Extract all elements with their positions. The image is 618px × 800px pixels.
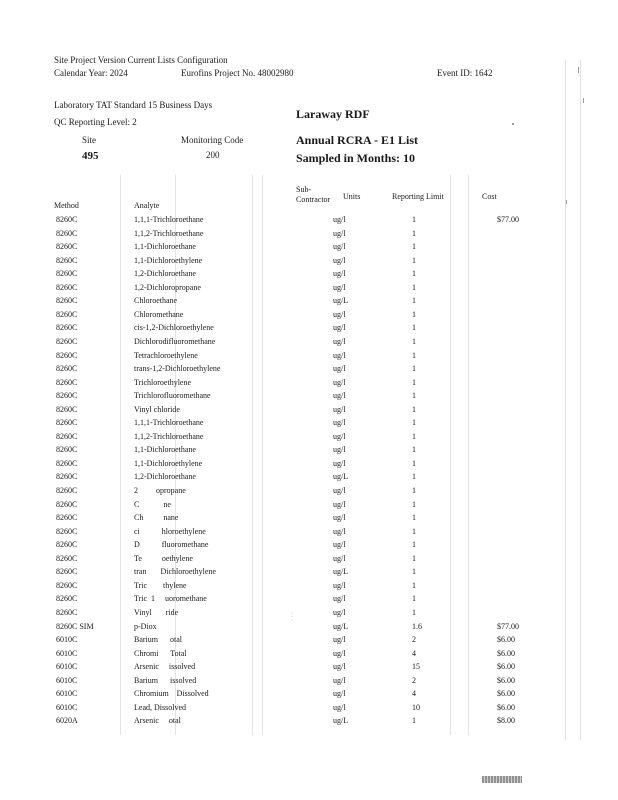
reporting-limit-cell: 1: [412, 364, 416, 374]
lab-tat: Laboratory TAT Standard 15 Business Days: [54, 100, 213, 110]
method-cell: 8260C: [56, 242, 78, 252]
reporting-limit-cell: 2: [412, 635, 416, 645]
method-cell: 8260C: [56, 391, 78, 401]
method-cell: 8260C: [56, 282, 78, 292]
analyte-cell: 1,1,2-Trichloroethane: [134, 228, 204, 238]
units-cell: ug/l: [333, 215, 346, 224]
method-cell: 6010C: [56, 662, 78, 672]
analyte-cell: C ne: [134, 499, 171, 509]
analyte-cell: Tric thylene: [134, 580, 187, 590]
reporting-limit-cell: 1: [412, 418, 416, 428]
analyte-cell: Te oethylene: [134, 553, 193, 563]
col-method: Method: [54, 201, 79, 210]
facility-name: Laraway RDF: [296, 107, 370, 121]
units-cell: ug/l: [333, 702, 346, 712]
method-cell: 8260C: [56, 513, 78, 523]
table-row: [0, 337, 618, 351]
table-row: [0, 635, 618, 649]
reporting-limit-cell: 1: [412, 215, 416, 224]
analyte-cell: Chloromethane: [134, 309, 184, 319]
table-row: [0, 378, 618, 392]
config-line: Site Project Version Current Lists Configuration: [54, 55, 228, 65]
col-reporting-limit: Reporting Limit: [392, 192, 444, 201]
units-cell: ug/l: [333, 431, 346, 441]
table-row: [0, 215, 618, 229]
analyte-cell: D fluoromethane: [134, 540, 209, 550]
analyte-cell: Chloroethane: [134, 296, 178, 306]
table-row: [0, 554, 618, 568]
method-cell: 8260C: [56, 445, 78, 455]
cost-cell: $6.00: [497, 689, 515, 699]
units-cell: ug/l: [333, 282, 346, 292]
method-cell: 8260C: [56, 607, 78, 617]
method-cell: 8260C: [56, 228, 78, 238]
units-cell: ug/l: [333, 540, 346, 550]
method-cell: 6010C: [56, 689, 78, 699]
table-row: [0, 676, 618, 690]
table-row: [0, 581, 618, 595]
method-cell: 6010C: [56, 702, 78, 712]
table-row: [0, 662, 618, 676]
analyte-cell: 1,1-Dichloroethylene: [134, 458, 203, 468]
method-cell: 8260C: [56, 377, 78, 387]
units-cell: ug/l: [333, 648, 346, 658]
units-cell: ug/l: [333, 662, 346, 672]
analyte-cell: tran Dichloroethylene: [134, 567, 216, 577]
units-cell: ug/l: [333, 336, 346, 346]
reporting-limit-cell: 1: [412, 404, 416, 414]
scan-artifact-text: · · ·: [288, 612, 294, 621]
reporting-limit-cell: 1: [412, 499, 416, 509]
units-cell: ug/l: [333, 513, 346, 523]
units-cell: ug/l: [333, 323, 346, 333]
cost-cell: $6.00: [497, 662, 515, 672]
analyte-cell: Dichlorodifluoromethane: [134, 336, 216, 346]
table-row: [0, 296, 618, 310]
method-cell: 8260C: [56, 404, 78, 414]
table-row: [0, 716, 618, 730]
analyte-cell: cis-1,2-Dichloroethylene: [134, 323, 214, 333]
method-cell: 8260C: [56, 350, 78, 360]
method-cell: 8260C: [56, 255, 78, 265]
units-cell: ug/l: [333, 418, 346, 428]
units-cell: ug/l: [333, 526, 346, 536]
reporting-limit-cell: 1: [412, 255, 416, 265]
table-row: [0, 527, 618, 541]
analyte-cell: 1,1-Dichloroethane: [134, 445, 196, 455]
table-row: [0, 432, 618, 446]
table-row: [0, 513, 618, 527]
units-cell: ug/l: [333, 458, 346, 468]
table-row: [0, 391, 618, 405]
units-cell: ug/l: [333, 499, 346, 509]
units-cell: ug/l: [333, 269, 346, 279]
units-cell: ug/l: [333, 309, 346, 319]
table-row: [0, 405, 618, 419]
table-row: [0, 269, 618, 283]
reporting-limit-cell: 1: [412, 296, 416, 306]
method-cell: 6010C: [56, 675, 78, 685]
reporting-limit-cell: 1: [412, 336, 416, 346]
units-cell: ug/L: [333, 472, 349, 482]
col-units: Units: [343, 192, 361, 201]
units-cell: ug/l: [333, 364, 346, 374]
table-row: [0, 608, 618, 622]
analyte-cell: 1,1-Dichloroethylene: [134, 255, 203, 265]
table-row: [0, 703, 618, 717]
units-cell: ug/l: [333, 635, 346, 645]
method-cell: 8260C: [56, 540, 78, 550]
col-cost: Cost: [482, 192, 497, 201]
event-id: Event ID: 1642: [437, 68, 493, 78]
reporting-limit-cell: 1: [412, 458, 416, 468]
analyte-cell: Chromium Dissolved: [134, 689, 209, 699]
units-cell: ug/l: [333, 445, 346, 455]
method-cell: 8260C: [56, 472, 78, 482]
reporting-limit-cell: 1: [412, 242, 416, 252]
method-cell: 6010C: [56, 648, 78, 658]
units-cell: ug/L: [333, 716, 349, 726]
scan-speck: [512, 123, 514, 125]
cost-cell: $6.00: [497, 648, 515, 658]
method-cell: 8260C SIM: [56, 621, 94, 631]
sampled-months: Sampled in Months: 10: [296, 151, 416, 165]
analyte-cell: Ch nane: [134, 513, 179, 523]
method-cell: 8260C: [56, 336, 78, 346]
units-cell: ug/L: [333, 621, 349, 631]
reporting-limit-cell: 4: [412, 689, 416, 699]
table-row: [0, 649, 618, 663]
method-cell: 8260C: [56, 418, 78, 428]
reporting-limit-cell: 1: [412, 607, 416, 617]
method-cell: 8260C: [56, 269, 78, 279]
units-cell: ug/l: [333, 594, 346, 604]
table-row: [0, 418, 618, 432]
col-subcontractor: Sub- Contractor: [296, 185, 331, 204]
project-number: Eurofins Project No. 48002980: [181, 68, 294, 78]
scan-speck: [578, 67, 579, 73]
analyte-cell: 1,1-Dichloroethane: [134, 242, 196, 252]
units-cell: ug/l: [333, 391, 346, 401]
table-row: [0, 540, 618, 554]
reporting-limit-cell: 1: [412, 377, 416, 387]
units-cell: ug/l: [333, 255, 346, 265]
site-label: Site: [82, 135, 97, 145]
site-value: 495: [82, 150, 99, 162]
calendar-year: Calendar Year: 2024: [54, 68, 128, 78]
table-row: [0, 486, 618, 500]
reporting-limit-cell: 1: [412, 350, 416, 360]
method-cell: 8260C: [56, 486, 78, 495]
scan-speck: [566, 200, 567, 204]
table-row: [0, 445, 618, 459]
method-cell: 8260C: [56, 526, 78, 536]
table-row: [0, 351, 618, 365]
table-row: [0, 242, 618, 256]
table-row: [0, 256, 618, 270]
analyte-cell: 1,1,2-Trichloroethane: [134, 431, 204, 441]
analyte-cell: Lead, Dissolved: [134, 702, 186, 712]
monitoring-code-value: 200: [206, 150, 220, 160]
units-cell: ug/l: [333, 553, 346, 563]
table-row: [0, 283, 618, 297]
reporting-limit-cell: 2: [412, 675, 416, 685]
reporting-limit-cell: 10: [412, 702, 420, 712]
analyte-cell: Vinyl ride: [134, 607, 179, 617]
analyte-cell: trans-1,2-Dichloroethylene: [134, 364, 221, 374]
cost-cell: $8.00: [497, 716, 515, 726]
units-cell: ug/l: [333, 377, 346, 387]
reporting-limit-cell: 1: [412, 716, 416, 726]
method-cell: 8260C: [56, 309, 78, 319]
method-cell: 8260C: [56, 296, 78, 306]
units-cell: ug/l: [333, 580, 346, 590]
table-row: [0, 310, 618, 324]
reporting-limit-cell: 1: [412, 472, 416, 482]
analyte-cell: ci hloroethylene: [134, 526, 206, 536]
analyte-cell: Arsenic issolved: [134, 662, 196, 672]
col-analyte: Analyte: [134, 201, 160, 210]
analyte-cell: Tric 1 uoromethane: [134, 594, 207, 604]
method-cell: 8260C: [56, 323, 78, 333]
units-cell: ug/l: [333, 675, 346, 685]
reporting-limit-cell: 1: [412, 486, 416, 495]
cost-cell: $77.00: [497, 621, 519, 631]
reporting-limit-cell: 1: [412, 282, 416, 292]
units-cell: ug/L: [333, 567, 349, 577]
units-cell: ug/l: [333, 350, 346, 360]
cost-cell: $6.00: [497, 675, 515, 685]
method-cell: 8260C: [56, 567, 78, 577]
analyte-cell: p-Diox: [134, 621, 157, 631]
analyte-cell: Chromi Total: [134, 648, 187, 658]
method-cell: 6010C: [56, 635, 78, 645]
analyte-cell: Barium otal: [134, 635, 182, 645]
reporting-limit-cell: 1: [412, 309, 416, 319]
list-name: Annual RCRA - E1 List: [296, 133, 419, 147]
reporting-limit-cell: 15: [412, 662, 420, 672]
units-cell: ug/l: [333, 228, 346, 238]
table-row: [0, 459, 618, 473]
units-cell: ug/l: [333, 607, 346, 617]
method-cell: 8260C: [56, 594, 78, 604]
units-cell: ug/l: [333, 689, 346, 699]
reporting-limit-cell: 1: [412, 594, 416, 604]
reporting-limit-cell: 1.6: [412, 621, 422, 631]
method-cell: 6020A: [56, 716, 78, 726]
analyte-cell: 1,2-Dichloropropane: [134, 282, 201, 292]
table-row: [0, 472, 618, 486]
table-row: [0, 323, 618, 337]
units-cell: ug/L: [333, 296, 349, 306]
method-cell: 8260C: [56, 215, 78, 224]
table-row: [0, 689, 618, 703]
analyte-cell: 2 opropane: [134, 486, 186, 495]
analyte-cell: 1,2-Dichloroethane: [134, 472, 196, 482]
scan-speck: [583, 98, 584, 103]
reporting-limit-cell: 1: [412, 567, 416, 577]
reporting-limit-cell: 4: [412, 648, 416, 658]
units-cell: ug/l: [333, 404, 346, 414]
analyte-cell: Trichlorofluoromethane: [134, 391, 211, 401]
reporting-limit-cell: 1: [412, 228, 416, 238]
reporting-limit-cell: 1: [412, 445, 416, 455]
table-row: [0, 594, 618, 608]
monitoring-code-label: Monitoring Code: [181, 135, 244, 145]
analyte-cell: Vinyl chloride: [134, 404, 180, 414]
analyte-cell: Trichloroethylene: [134, 377, 192, 387]
units-cell: ug/l: [333, 242, 346, 252]
reporting-limit-cell: 1: [412, 323, 416, 333]
table-row: [0, 364, 618, 378]
analyte-cell: Arsenic otal: [134, 716, 181, 726]
reporting-limit-cell: 1: [412, 513, 416, 523]
reporting-limit-cell: 1: [412, 553, 416, 563]
table-row: [0, 229, 618, 243]
qc-level: QC Reporting Level: 2: [54, 117, 137, 127]
reporting-limit-cell: 1: [412, 431, 416, 441]
units-cell: ug/l: [333, 486, 346, 495]
table-row: [0, 622, 618, 636]
method-cell: 8260C: [56, 431, 78, 441]
reporting-limit-cell: 1: [412, 526, 416, 536]
table-row: [0, 500, 618, 514]
analyte-cell: Barium issolved: [134, 675, 197, 685]
analyte-cell: Tetrachloroethylene: [134, 350, 198, 360]
reporting-limit-cell: 1: [412, 540, 416, 550]
reporting-limit-cell: 1: [412, 391, 416, 401]
reporting-limit-cell: 1: [412, 269, 416, 279]
analyte-cell: 1,2-Dichloroethane: [134, 269, 196, 279]
method-cell: 8260C: [56, 458, 78, 468]
bates-stamp: [482, 776, 522, 783]
method-cell: 8260C: [56, 553, 78, 563]
analyte-cell: 1,1,1-Trichloroethane: [134, 418, 204, 428]
method-cell: 8260C: [56, 499, 78, 509]
cost-cell: $6.00: [497, 702, 515, 712]
table-row: [0, 567, 618, 581]
cost-cell: $6.00: [497, 635, 515, 645]
method-cell: 8260C: [56, 580, 78, 590]
reporting-limit-cell: 1: [412, 580, 416, 590]
analyte-cell: 1,1,1-Trichloroethane: [134, 215, 204, 224]
cost-cell: $77.00: [497, 215, 519, 224]
method-cell: 8260C: [56, 364, 78, 374]
